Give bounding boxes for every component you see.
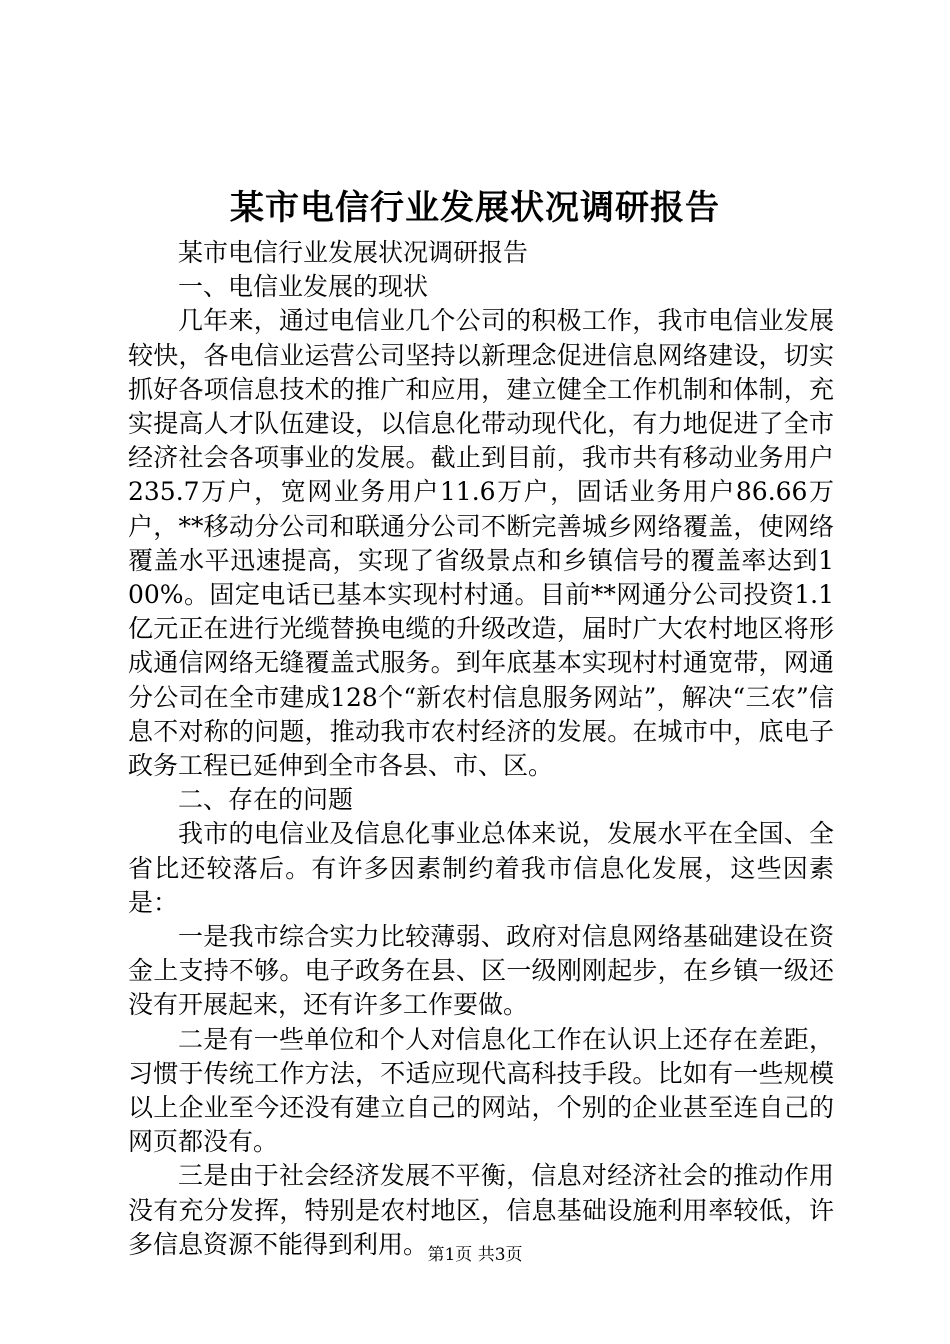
document-title: 某市电信行业发展状况调研报告 xyxy=(230,188,720,228)
page-footer: 第1页 共3页 xyxy=(427,1245,523,1265)
section-heading-problems: 二、存在的问题 xyxy=(178,785,354,815)
paragraph-problems-intro: 我市的电信业及信息化事业总体来说，发展水平在全国、全省比还较落后。有许多因素制约着我市信息化发展，这些因素是： xyxy=(128,819,834,917)
section-heading-status: 一、电信业发展的现状 xyxy=(178,272,429,302)
document-body xyxy=(128,236,834,1262)
paragraph-subtitle: 某市电信行业发展状况调研报告 xyxy=(178,238,529,267)
paragraph-problem-1: 一是我市综合实力比较薄弱、政府对信息网络基础建设在资金上支持不够。电子政务在县、区一级刚刚起步，在乡镇一级还没有开展起来，还有许多工作要做。 xyxy=(128,922,834,1020)
paragraph-problem-2: 二是有一些单位和个人对信息化工作在认识上还存在差距，习惯于传统工作方法，不适应现代高科技手段。比如有一些规模以上企业至今还没有建立自己的网站，个别的企业甚至连自己的网页都没有。 xyxy=(128,1024,834,1157)
paragraph-problem-3: 三是由于社会经济发展不平衡，信息对经济社会的推动作用没有充分发挥，特别是农村地区，信息基础设施利用率较低，许多信息资源不能得到利用。 xyxy=(128,1161,834,1259)
paragraph-status: 几年来，通过电信业几个公司的积极工作，我市电信业发展较快，各电信业运营公司坚持以新理念促进信息网络建设，切实抓好各项信息技术的推广和应用，建立健全工作机制和体制，充实提高人才队伍建设，以信息化带动现代化，有力地促进了全市经济社会各项事业的发展。截止到目前，我市共有移动业务用户235.7万户，宽网业务用户11.6万户，固话业务用户86.66万户，**移动分公司和联通分公司不断完善城乡网络覆盖，使网络覆盖水平迅速提高，实现了省级景点和乡镇信号的覆盖率达到100%。固定电话已基本实现村村通。目前**网通分公司投资1.1亿元正在进行光缆替换电缆的升级改造，届时广大农村地区将形成通信网络无缝覆盖式服务。到年底基本实现村村通宽带，网通分公司在全市建成128个“新农村信息服务网站”，解决“三农”信息不对称的问题，推动我市农村经济的发展。在城市中，底电子政务工程已延伸到全市各县、市、区。 xyxy=(128,306,834,781)
